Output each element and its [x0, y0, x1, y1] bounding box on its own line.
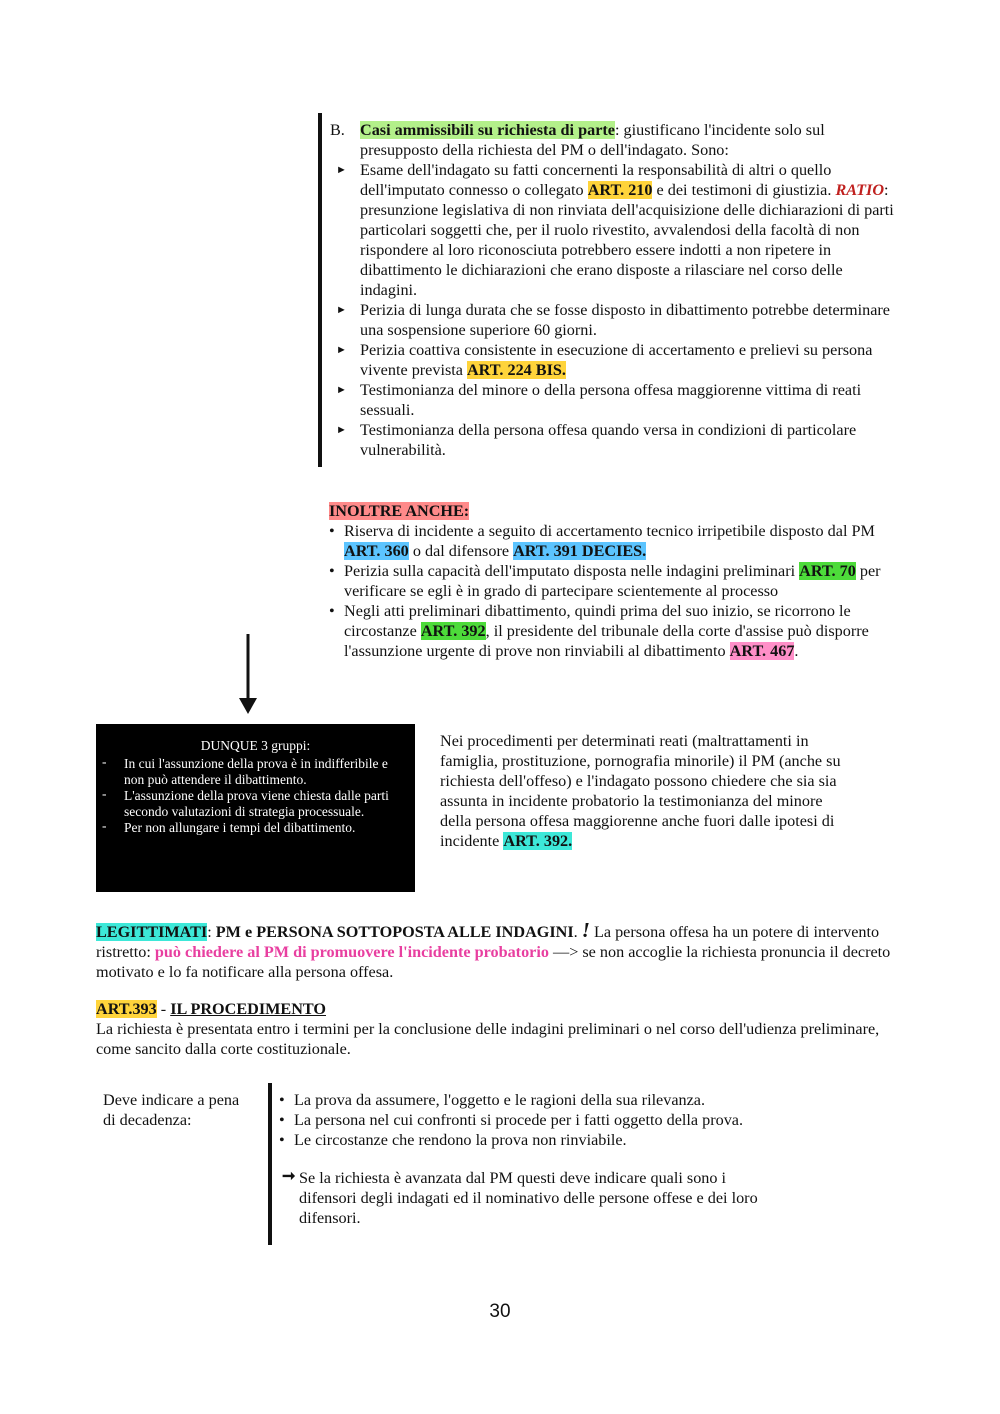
dunque-box-list — [96, 756, 395, 836]
list-item: ► Testimonianza del minore o della persona offesa maggiorenne vittima di reati sessuali. — [336, 381, 862, 419]
art393-section: ART.393 - IL PROCEDIMENTO La richiesta è presentata entro i termini per la conclusione delle indagini preliminari o nel corso dell'udienza preliminare, come sancito dalla corte costituzionale. — [96, 999, 904, 1059]
decadenza-note: ➞ Se la richiesta è avanzata dal PM questi deve indicare quali sono i difensori degli indagati ed il nominativo delle persone offese e dei loro difensori. — [282, 1167, 758, 1227]
list-item: ► Testimonianza della persona offesa quando versa in condizioni di particolare vulnerabilità. — [336, 421, 857, 459]
section-b-list — [330, 160, 895, 460]
right-arrow-icon: ➞ — [282, 1167, 296, 1185]
section-b-letter: B. — [330, 121, 345, 139]
list-item: • Le circostanze che rendono la prova non rinviabile. — [279, 1131, 627, 1149]
decadenza-content — [279, 1090, 779, 1228]
bullet-icon: • — [279, 1091, 285, 1109]
bullet-icon: • — [329, 522, 335, 540]
list-item: • Riserva di incidente a seguito di accertamento tecnico irripetibile disposto dal PM ART. 360 o dal difensore ART. 391 DECIES. — [329, 522, 875, 560]
legittimati-parties: PM e PERSONA SOTTOPOSTA ALLE INDAGINI — [215, 923, 574, 941]
ratio-label: RATIO — [835, 181, 885, 199]
article-reference: ART. 392 — [420, 622, 486, 640]
legittimati-paragraph: LEGITTIMATI: PM e PERSONA SOTTOPOSTA ALLE INDAGINI. ! La persona offesa ha un potere di intervento ristretto: può chiedere al PM di promuovere l'incidente probatorio —> se non accoglie la richiesta pronuncia il decreto motivato e lo fa notificare alla persona offesa. — [96, 918, 891, 981]
procedimenti-note: Nei procedimenti per determinati reati (maltrattamenti in famiglia, prostituzione, pornografia minorile) il PM (anche su richiesta dell'offeso) e l'indagato possono chiedere che sia sia assunta in incidente probatorio la testimonianza del minore della persona offesa maggiorenne anche fuori dalle ipotesi di incidente ART. 392. — [440, 732, 841, 850]
article-reference: ART. 360 — [344, 542, 409, 560]
decadenza-vertical-bar — [268, 1083, 272, 1245]
bullet-icon: • — [329, 602, 335, 620]
bullet-icon: • — [279, 1111, 285, 1129]
list-item: • Perizia sulla capacità dell'imputato disposta nelle indagini preliminari ART. 70 per verificare se egli è in grado di partecipare scientemente al processo — [329, 562, 881, 600]
dunque-box-title: DUNQUE 3 gruppi: — [200, 738, 311, 753]
article-reference: ART. 70 — [799, 562, 856, 580]
section-b-vertical-bar — [318, 113, 322, 467]
highlighted-pink-text: può chiedere al PM di promuovere l'incidente probatorio — [154, 943, 549, 961]
legittimati-label: LEGITTIMATI — [96, 923, 208, 941]
triangle-bullet-icon: ► — [336, 304, 347, 316]
bullet-icon: • — [279, 1131, 285, 1149]
inoltre-list — [329, 521, 895, 661]
triangle-bullet-icon: ► — [336, 164, 347, 176]
article-reference: ART. 210 — [587, 181, 653, 199]
list-item: ► Perizia di lunga durata che se fosse disposto in dibattimento potrebbe determinare una sospensione superiore 60 giorni. — [336, 301, 890, 339]
section-b — [330, 120, 895, 460]
inoltre-heading: INOLTRE ANCHE: — [329, 502, 470, 520]
list-item: ► Perizia coattiva consistente in esecuzione di accertamento e prelievi su persona vivente prevista ART. 224 BIS. — [336, 341, 873, 379]
list-item: - Per non allungare i tempi del dibattimento. — [102, 818, 356, 835]
section-b-intro-text: : giustificano l'incidente solo sul presupposto della richiesta del PM o dell'indagato. Sono: — [360, 121, 825, 159]
triangle-bullet-icon: ► — [336, 384, 347, 396]
bullet-icon: • — [329, 562, 335, 580]
triangle-bullet-icon: ► — [336, 344, 347, 356]
page-number: 30 — [489, 1301, 511, 1322]
art393-title: IL PROCEDIMENTO — [170, 1000, 326, 1018]
dash-bullet-icon: - — [102, 818, 107, 833]
list-item: - L'assunzione della prova viene chiesta dalle parti secondo valutazioni di strategia processuale. — [102, 786, 389, 819]
article-reference: ART. 392. — [503, 832, 573, 850]
decadenza-list — [279, 1090, 779, 1150]
art393-text: La richiesta è presentata entro i termini per la conclusione delle indagini preliminari o nel corso dell'udienza preliminare, come sancito dalla corte costituzionale. — [96, 1020, 880, 1058]
list-item: - In cui l'assunzione della prova è in indifferibile e non può attendere il dibattimento. — [102, 754, 388, 787]
section-b-title: Casi ammissibili su richiesta di parte — [360, 121, 615, 139]
triangle-bullet-icon: ► — [336, 424, 347, 436]
decadenza-label: Deve indicare a pena di decadenza: — [103, 1091, 240, 1129]
art393-label: ART.393 — [96, 1000, 157, 1018]
exclamation-mark: ! — [581, 918, 590, 942]
down-arrow-icon — [236, 634, 260, 716]
list-item: • La prova da assumere, l'oggetto e le ragioni della sua rilevanza. — [279, 1091, 706, 1109]
inoltre-section — [329, 501, 895, 661]
article-reference: ART. 224 BIS. — [466, 361, 566, 379]
list-item: • Negli atti preliminari dibattimento, quindi prima del suo inizio, se ricorrono le circostanze ART. 392, il presidente del tribunale della corte d'assise può disporre l'assunzione urgente di prove non rinviabili al dibattimento ART. 467. — [329, 602, 869, 660]
dash-bullet-icon: - — [102, 786, 107, 801]
article-reference: ART. 467 — [729, 642, 795, 660]
dash-bullet-icon: - — [102, 754, 107, 769]
list-item: ► Esame dell'indagato su fatti concernenti la responsabilità di altri o quello dell'imputato connesso o collegato ART. 210 e dei testimoni di giustizia. RATIO: presunzione legislativa di non rinviata dell'acquisizione delle dichiarazioni di parti particolari soggetti che, per il ruolo rivestito, avvalendosi della facoltà di non rispondere al loro riconosciuta potrebbero essere indotti a non ripetere in dibattimento le dichiarazioni che erano disposte a rilasciare nel corso delle indagini. — [336, 161, 894, 299]
dunque-box — [96, 724, 415, 892]
article-reference: ART. 391 DECIES. — [513, 542, 647, 560]
section-b-intro — [330, 120, 895, 160]
list-item: • La persona nel cui confronti si procede per i fatti oggetto della prova. — [279, 1111, 744, 1129]
